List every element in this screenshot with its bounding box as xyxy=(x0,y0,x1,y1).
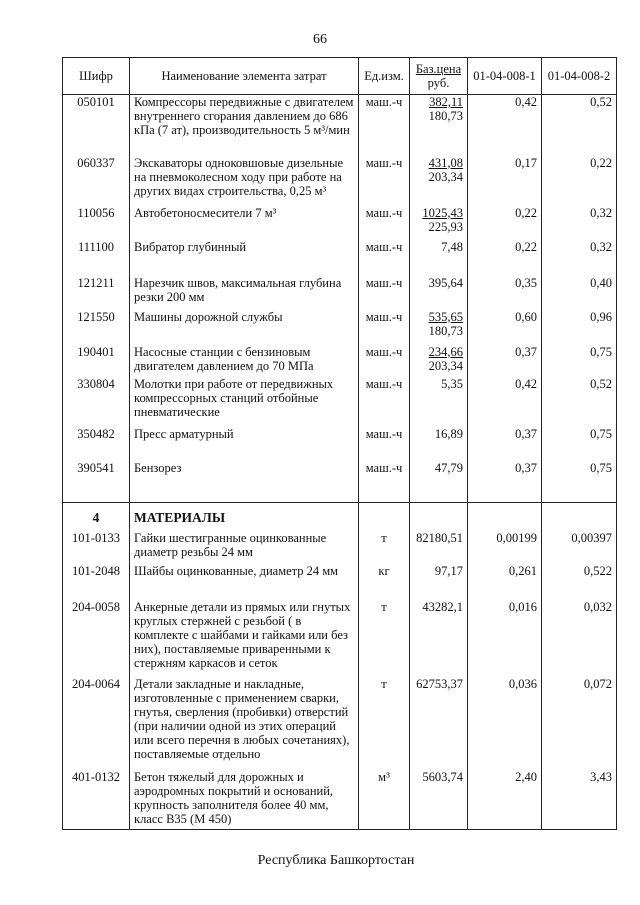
row-value-2: 0,52 xyxy=(542,95,617,156)
row-name: Пресс арматурный xyxy=(130,427,359,461)
row-value-1: 0,37 xyxy=(468,461,542,503)
section-row xyxy=(63,503,617,531)
row-unit: маш.-ч xyxy=(359,310,410,345)
row-price: 395,64 xyxy=(410,276,468,310)
header-price-line1: Баз.цена xyxy=(415,62,462,76)
row-value-1: 0,42 xyxy=(468,95,542,156)
row-unit: маш.-ч xyxy=(359,240,410,276)
row-price: 43282,1 xyxy=(410,600,468,677)
row-value-1: 0,37 xyxy=(468,345,542,377)
row-unit: т xyxy=(359,677,410,770)
row-unit: т xyxy=(359,600,410,677)
table-row xyxy=(63,276,617,310)
header-price-line2: руб. xyxy=(427,76,450,90)
row-unit: маш.-ч xyxy=(359,345,410,377)
row-price: 62753,37 xyxy=(410,677,468,770)
page-number: 66 xyxy=(313,32,327,47)
row-value-1: 2,40 xyxy=(468,770,542,830)
row-price-main: 535,65 xyxy=(428,309,463,324)
row-name: Нарезчик швов, максимальная глубина резки 200 мм xyxy=(130,276,359,310)
row-price-sub: 180,73 xyxy=(428,109,463,123)
row-unit: маш.-ч xyxy=(359,461,410,503)
row-price-sub: 203,34 xyxy=(428,169,463,184)
row-value-1: 0,261 xyxy=(468,564,542,600)
row-price xyxy=(410,310,468,345)
row-code: 390541 xyxy=(63,461,130,503)
row-price xyxy=(410,206,468,240)
row-price-main: 1025,43 xyxy=(422,205,463,220)
row-name: Вибратор глубинный xyxy=(130,240,359,276)
header-code: Шифр xyxy=(63,58,130,95)
header-name: Наименование элемента затрат xyxy=(130,58,359,95)
row-unit: маш.-ч xyxy=(359,156,410,206)
table-row xyxy=(63,677,617,770)
table-row xyxy=(63,310,617,345)
row-unit: маш.-ч xyxy=(359,95,410,156)
row-name: Насосные станции с бензиновым двигателем давлением до 70 МПа xyxy=(130,345,359,377)
header-col1: 01-04-008-1 xyxy=(468,58,542,95)
row-code: 204-0064 xyxy=(63,677,130,770)
row-value-2: 0,522 xyxy=(542,564,617,600)
table-row xyxy=(63,427,617,461)
row-code: 121550 xyxy=(63,310,130,345)
row-value-1: 0,35 xyxy=(468,276,542,310)
row-code: 050101 xyxy=(63,95,130,156)
row-unit: маш.-ч xyxy=(359,276,410,310)
row-code: 101-0133 xyxy=(63,531,130,564)
row-price: 47,79 xyxy=(410,461,468,503)
row-value-1: 0,60 xyxy=(468,310,542,345)
row-code: 101-2048 xyxy=(63,564,130,600)
row-code: 330804 xyxy=(63,377,130,427)
row-price xyxy=(410,345,468,377)
row-value-2: 0,75 xyxy=(542,427,617,461)
row-value-2: 3,43 xyxy=(542,770,617,830)
row-price: 16,89 xyxy=(410,427,468,461)
section-code: 4 xyxy=(63,503,130,531)
table-header-row xyxy=(63,58,617,95)
row-name: Анкерные детали из прямых или гнутых круглых стержней с резьбой ( в комплекте с шайбами и гайками или без них), поставляемые приваренными к стержням каркасов и сеток xyxy=(130,600,359,677)
row-name: Бензорез xyxy=(130,461,359,503)
table-row xyxy=(63,564,617,600)
row-value-2: 0,072 xyxy=(542,677,617,770)
row-code: 401-0132 xyxy=(63,770,130,830)
header-col2: 01-04-008-2 xyxy=(542,58,617,95)
row-name: Экскаваторы одноковшовые дизельные на пневмоколесном ходу при работе на других видах строительства, 0,25 м³ xyxy=(130,156,359,206)
table-row xyxy=(63,461,617,503)
header-unit: Ед.изм. xyxy=(359,58,410,95)
row-value-1: 0,22 xyxy=(468,206,542,240)
row-value-1: 0,22 xyxy=(468,240,542,276)
row-value-2: 0,032 xyxy=(542,600,617,677)
table-row xyxy=(63,156,617,206)
row-value-1: 0,17 xyxy=(468,156,542,206)
row-code: 111100 xyxy=(63,240,130,276)
row-name: Бетон тяжелый для дорожных и аэродромных покрытий и оснований, крупность заполнителя более 40 мм, класс В35 (М 450) xyxy=(130,770,359,830)
row-code: 110056 xyxy=(63,206,130,240)
row-unit: маш.-ч xyxy=(359,427,410,461)
row-code: 190401 xyxy=(63,345,130,377)
table-row xyxy=(63,770,617,830)
row-value-2: 0,22 xyxy=(542,156,617,206)
row-code: 121211 xyxy=(63,276,130,310)
row-value-2: 0,96 xyxy=(542,310,617,345)
footer-region: Республика Башкортостан xyxy=(257,853,415,868)
row-value-1: 0,42 xyxy=(468,377,542,427)
row-name: Автобетоносмесители 7 м³ xyxy=(130,206,359,240)
row-code: 204-0058 xyxy=(63,600,130,677)
row-unit: м³ xyxy=(359,770,410,830)
row-value-2: 0,75 xyxy=(542,461,617,503)
row-value-2: 0,75 xyxy=(542,345,617,377)
row-name: Машины дорожной службы xyxy=(130,310,359,345)
row-name: Молотки при работе от передвижных компрессорных станций отбойные пневматические xyxy=(130,377,359,427)
row-price: 82180,51 xyxy=(410,531,468,564)
row-unit: кг xyxy=(359,564,410,600)
row-price-sub: 203,34 xyxy=(428,358,463,373)
row-name: Гайки шестигранные оцинкованные диаметр резьбы 24 мм xyxy=(130,531,359,564)
row-unit: маш.-ч xyxy=(359,206,410,240)
row-value-1: 0,036 xyxy=(468,677,542,770)
table-row xyxy=(63,377,617,427)
row-price: 5603,74 xyxy=(410,770,468,830)
row-value-1: 0,00199 xyxy=(468,531,542,564)
row-price-main: 431,08 xyxy=(428,155,463,170)
row-value-2: 0,52 xyxy=(542,377,617,427)
section-title: МАТЕРИАЛЫ xyxy=(130,503,359,531)
row-price-sub: 180,73 xyxy=(428,323,463,338)
row-price: 97,17 xyxy=(410,564,468,600)
row-value-2: 0,32 xyxy=(542,240,617,276)
row-price: 7,48 xyxy=(410,240,468,276)
row-name: Детали закладные и накладные, изготовленные с применением сварки, гнутья, сверления (пробивки) отверстий (при наличии одной из этих операций или всего перечня в любых сочетаниях), поставляемые отдельно xyxy=(130,677,359,770)
row-unit: т xyxy=(359,531,410,564)
row-value-2: 0,32 xyxy=(542,206,617,240)
row-price-main: 382,11 xyxy=(429,95,463,109)
table-row xyxy=(63,345,617,377)
row-price-sub: 225,93 xyxy=(428,219,463,234)
cost-table xyxy=(62,57,617,830)
row-unit: маш.-ч xyxy=(359,377,410,427)
row-code: 350482 xyxy=(63,427,130,461)
row-code: 060337 xyxy=(63,156,130,206)
row-value-2: 0,40 xyxy=(542,276,617,310)
row-price xyxy=(410,95,468,156)
table-row xyxy=(63,95,617,156)
row-value-2: 0,00397 xyxy=(542,531,617,564)
table-row xyxy=(63,240,617,276)
table-row xyxy=(63,531,617,564)
row-value-1: 0,016 xyxy=(468,600,542,677)
header-price xyxy=(410,58,468,95)
row-name: Шайбы оцинкованные, диаметр 24 мм xyxy=(130,564,359,600)
row-price-main: 234,66 xyxy=(428,344,463,359)
row-name: Компрессоры передвижные с двигателем внутреннего сгорания давлением до 686 кПа (7 ат), производительность 5 м³/мин xyxy=(130,95,359,156)
row-value-1: 0,37 xyxy=(468,427,542,461)
row-price: 5,35 xyxy=(410,377,468,427)
row-price xyxy=(410,156,468,206)
table-row xyxy=(63,206,617,240)
table-row xyxy=(63,600,617,677)
